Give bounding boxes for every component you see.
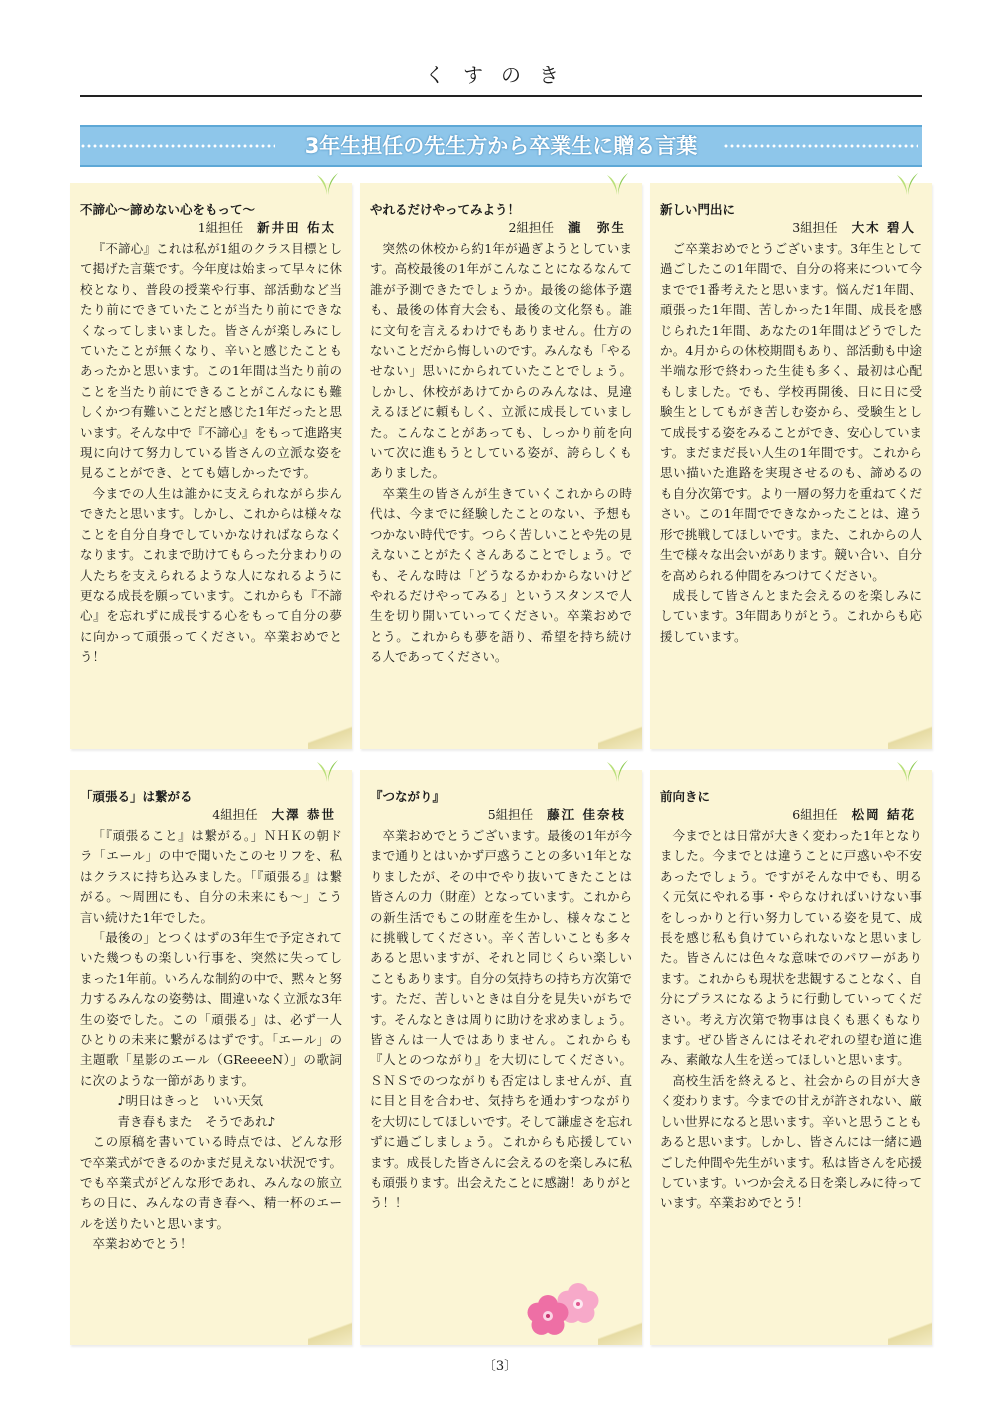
paragraph: 高校生活を終えると、社会からの目が大きく変わります。今までの甘えが許されない、厳しい世界になると思います。辛いと思うこともあると思います。しかし、皆さんには一緒に過ごした仲間や先生がいます。私は皆さんを応援しています。いつか会える日を楽しみに待っています。卒業おめでとう！ (660, 1072, 922, 1211)
banner-title: 3年生担任の先生方から卒業生に贈る言葉 (304, 134, 698, 158)
teacher-line (80, 219, 336, 237)
paragraph: 『不諦心』これは私が1組のクラス目標として掲げた言葉です。今年度は始まって早々に休校となり、普段の授業や行事、部活動など当たり前にできていたことが当たり前にできなくなってしまいました。皆さんが楽しみにしていたことが無くなり、辛いと感じたこともあったかと思います。この1年間は当たり前のことを当たり前にできることがこんなにも難しくかつ有難いことだと感じた1年だったと思います。そんな中で『不諦心』をもって進路実現に向けて努力している皆さんの立派な姿を見ることができ、とても嬉しかったです。 (80, 241, 342, 481)
page-number: 〔3〕 (482, 1359, 518, 1374)
paragraph: 今までとは日常が大きく変わった1年となりました。今までとは違うことに戸惑いや不安あったでしょう。ですがそんな中でも、明るく元気にやれる事・やらなければいけない事をしっかりと行い努力している姿を見て、成長を感じ私も負けていられないなと思いました。皆さんには色々な意味でのパワーがあります。これからも現状を悲観することなく、自分にプラスになるように行動していってください。考え方次第で物事は良くも悪くもなります。ぜひ皆さんにはそれぞれの望む道に進み、素敵な人生を送ってほしいと思います。 (660, 828, 922, 1068)
class-label: 2組担任 (508, 220, 554, 235)
message-card-class1 (70, 183, 352, 749)
page-curl (308, 1319, 352, 1345)
paragraph: 成長して皆さんとまた会えるのを楽しみにしています。3年間ありがとう。これからも応援しています。 (660, 587, 922, 644)
teacher-name: 大木 碧人 (851, 220, 916, 235)
teacher-name: 藤江 佳奈枝 (547, 807, 626, 822)
leaf-icon (314, 171, 340, 197)
leaf-icon (894, 758, 920, 784)
article-title: やれるだけやってみよう！ (370, 202, 521, 217)
teacher-line (370, 806, 626, 824)
newsletter-title: くすのき (80, 55, 922, 97)
lyric-line: ♪明日はきっと いい天気 (117, 1093, 263, 1109)
lyric-line: 青き春もまた そうであれ♪ (117, 1113, 276, 1129)
article-title: 不諦心～諦めない心をもって～ (80, 202, 256, 217)
paragraph: 卒業おめでとう！ (92, 1236, 193, 1252)
class-label: 5組担任 (487, 807, 534, 822)
cherry-blossom-icon (520, 1280, 605, 1340)
paragraph: 今までの人生は誰かに支えられながら歩んできたと思います。しかし、これからは様々なことを自分自身でしていかなければならなくなります。これまで助けてもらった分まわりの人たちを支えられるような人になれるように更なる成長を願っています。これからも『不諦心』を忘れずに成長する心をもって自分の夢に向かって頑張ってください。卒業おめでとう！ (80, 485, 342, 665)
article-title: 新しい門出に (660, 202, 736, 217)
banner-dots-left (80, 142, 275, 150)
paragraph: 突然の休校から約1年が過ぎようとしています。高校最後の1年がこんなことになるなんて誰が予測できたでしょうか。最後の総体予選も、最後の体育大会も、最後の文化祭も。誰に文句を言えるわけでもありません。仕方のないことだから悔しいのです。みんなも「やるせない」思いにかられていたことでしょう。しかし、休校があけてからのみんなは、見違えるほどに頼もしく、立派に成長していました。こんなことがあっても、しっかり前を向いて次に進もうとしている姿が、誇らしくもありました。 (370, 241, 632, 481)
class-label: 1組担任 (197, 220, 244, 235)
teacher-line (80, 806, 336, 824)
paragraph: 「最後の」とつくはずの3年生で予定されていた幾つもの楽しい行事を、突然に失ってしまった1年前。いろんな制約の中で、黙々と努力するみんなの姿勢は、間違いなく立派な3年生の姿でした。この「頑張る」は、必ず一人ひとりの未来に繋がるはずです。「エール」の主題歌「星影のエール（GReeeeN）」の歌詞に次のような一節があります。 (80, 930, 342, 1088)
teacher-name: 松岡 結花 (851, 807, 916, 822)
class-label: 4組担任 (212, 807, 258, 822)
message-card-class4 (70, 770, 352, 1345)
paragraph: この原稿を書いている時点では、どんな形で卒業式ができるのかまだ見えない状況です。でも卒業式がどんな形であれ、みんなの旅立ちの日に、みんなの青き春へ、精一杯のエールを送りたいと思います。 (80, 1134, 342, 1231)
teacher-name: 大澤 恭世 (271, 807, 336, 822)
article-title: 『つながり』 (370, 789, 446, 804)
leaf-icon (604, 758, 630, 784)
paragraph: 「『頑張ること』は繋がる。」ＮＨＫの朝ドラ「エール」の中で聞いたこのセリフを、私はクラスに持ち込みました。「『頑張る』は繋がる。～周囲にも、自分の未来にも～」こう言い続けた1年でした。 (80, 828, 342, 925)
class-label: 6組担任 (792, 807, 838, 822)
message-card-class5 (360, 770, 642, 1345)
article-title: 「頑張る」は繋がる (80, 789, 193, 804)
teacher-name: 新井田 佑太 (257, 220, 336, 235)
leaf-icon (314, 758, 340, 784)
banner-dots-right (723, 142, 918, 150)
article-title: 前向きに (660, 789, 711, 804)
page-curl (598, 723, 642, 749)
leaf-icon (894, 171, 920, 197)
teacher-name: 瀧 弥生 (567, 220, 626, 235)
message-card-class3 (650, 183, 932, 749)
paragraph: 卒業おめでとうございます。最後の1年が今まで通りとはいかず戸惑うことの多い1年となりましたが、その中でやり抜いてきたことは皆さんの力（財産）となっています。これからの新生活でもこの財産を生かし、様々なことに挑戦してください。辛く苦しいことも多々あると思いますが、それと同じくらい楽しいこともあります。自分の気持ちの持ち方次第です。ただ、苦しいときは自分を見失いがちです。そんなときは周りに助けを求めましょう。皆さんは一人ではありません。これからも『人とのつながり』を大切にしてください。ＳＮＳでのつながりも否定はしませんが、直に目と目を合わせ、気持ちを通わすつながりを大切にしてほしいです。そして謙虚さを忘れずに過ごしましょう。これからも応援しています。成長した皆さんに会えるのを楽しみに私も頑張ります。出会えたことに感謝！ありがとう！！ (370, 828, 632, 1211)
teacher-line (370, 219, 626, 237)
class-label: 3組担任 (792, 220, 838, 235)
teacher-line (660, 219, 916, 237)
paragraph: ご卒業おめでとうございます。3年生として過ごしたこの1年間で、自分の将来について今までで1番考えたと思います。悩んだ1年間、頑張った1年間、苦しかった1年間、成長を感じられた1年間、あなたの1年間はどうでしたか。4月からの休校期間もあり、部活動も中途半端な形で終わった生徒も多く、最初は心配もしました。でも、学校再開後、日に日に受験生としてもがき苦しむ姿から、受験生として成長する姿をみることができ、安心しています。まだまだ長い人生の1年間です。これから思い描いた進路を実現させるのも、諦めるのも自分次第です。より一層の努力を重ねてください。この1年間でできなかったことは、違う形で挑戦してほしいです。また、これからの人生で様々な出会いがあります。競い合い、自分を高められる仲間をみつけてください。 (660, 241, 923, 583)
message-card-class6 (650, 770, 932, 1345)
teacher-line (660, 806, 916, 824)
page-curl (888, 1319, 932, 1345)
paragraph: 卒業生の皆さんが生きていくこれからの時代は、今までに経験したことのない、予想もつかない時代です。つらく苦しいことや先の見えないことがたくさんあることでしょう。でも、そんな時は「どうなるかわからないけどやれるだけやってみる」というスタンスで人生を切り開いていってください。卒業おめでとう。これからも夢を語り、希望を持ち続ける人であってください。 (370, 485, 632, 665)
leaf-icon (604, 171, 630, 197)
page-curl (888, 723, 932, 749)
page-curl (308, 723, 352, 749)
message-card-class2 (360, 183, 642, 749)
section-banner (80, 125, 922, 167)
